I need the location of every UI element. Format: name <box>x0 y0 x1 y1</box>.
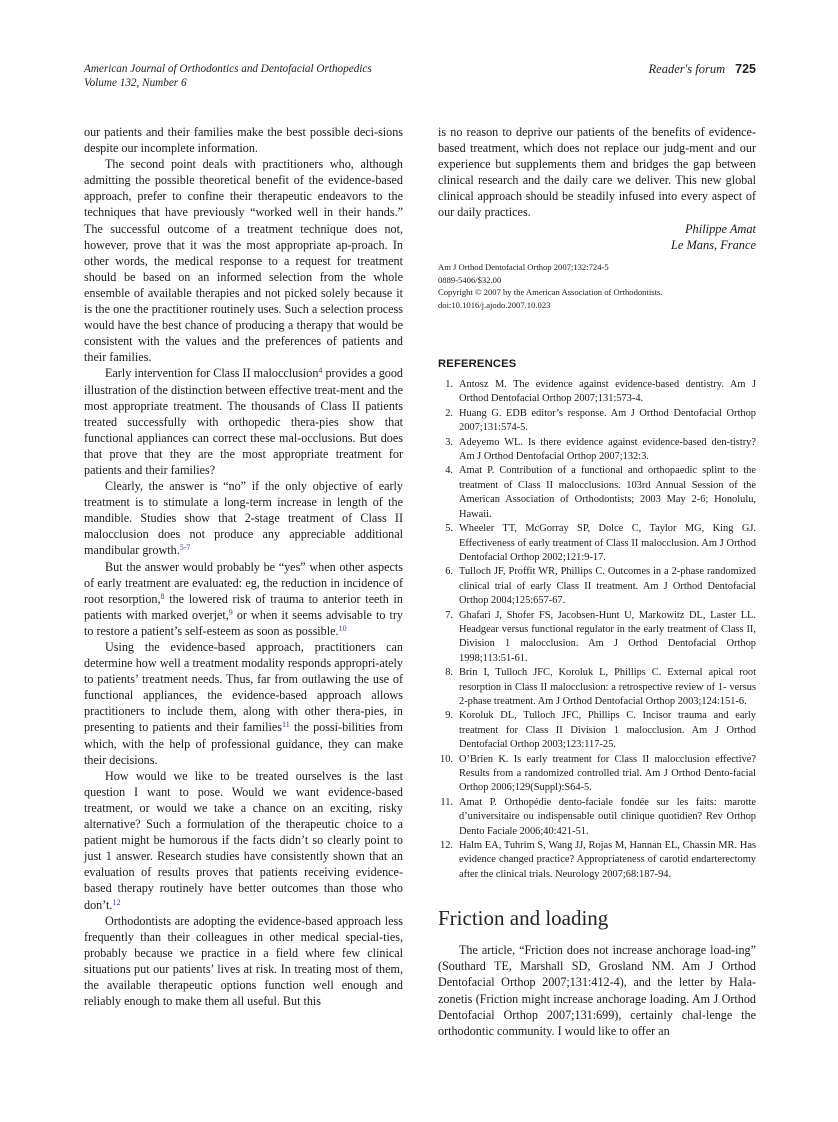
reference-link[interactable]: 10 <box>338 623 347 633</box>
reference-number: 4. <box>445 465 453 477</box>
reference-text: Huang G. EDB editor’s response. Am J Orthod Dentofacial Orthop 2007;131:574-5. <box>459 407 756 434</box>
paragraph <box>84 768 403 913</box>
reference-number: 11. <box>440 796 453 808</box>
reference-item <box>438 436 756 465</box>
paragraph-text: the possi-bilities from which, with the help of professional guidance, they can make their decisions. <box>84 720 403 767</box>
reference-number: 3. <box>445 436 453 448</box>
reference-text: Tulloch JF, Proffit WR, Phillips C. Outcomes in a 2-phase randomized clinical trial of early Class II treatment. Am J Orthod Dentofacial Orthop 2004;125:657-67. <box>459 566 756 607</box>
paragraph-text: Early intervention for Class II malocclusion <box>105 366 319 381</box>
reference-number: 8. <box>445 667 453 679</box>
reference-number: 1. <box>445 379 453 391</box>
paragraph-text: But the answer would probably be “yes” when other aspects of early treatment are evaluated: eg, the reduction in incidence of root resorption, <box>84 559 403 606</box>
journal-title: American Journal of Orthodontics and Dentofacial Orthopedics <box>84 63 372 75</box>
paragraph-text: the lowered risk of trauma to anterior teeth in patients with marked overjet, <box>84 591 404 622</box>
reference-link[interactable]: 4 <box>318 366 323 376</box>
citation-journal: Am J Orthod Dentofacial Orthop 2007;132:724-5 <box>438 261 609 272</box>
paragraph: Orthodontists are adopting the evidence-based approach less frequently than their colleagues in other medical special-ties, probably because we practice in a field where few clinical situations put our patients’ lives at risk. In treating most of them, the available therapeutic options function well enough and reliably enough to make them all useful. But this <box>84 913 403 1009</box>
reference-number: 12. <box>440 840 453 852</box>
paragraph-text: Using the evidence-based approach, practitioners can determine how well a treatment modality responds appropri-ately to patients’ treatment needs. Thus, far from outlawing the use of functional appliances, the evidence-based approach allows practitioners to include them, along with other thera-pies, in presenting to patients and their families <box>84 640 403 735</box>
reference-text: Halm EA, Tuhrim S, Wang JJ, Rojas M, Hannan EL, Chassin MR. Has evidence changed practice? Appropriateness of carotid endarterectomy after the clinical trials. Neurology 2007;68:187-94. <box>459 840 756 880</box>
reference-text: Ghafari J, Shofer FS, Jacobsen-Hunt U, Markowitz DL, Laster LL. Headgear versus functional regulator in the early treatment of Class II, Division 1 malocclusion. Am J Orthod Dentofacial Orthop 1998;113:51-61. <box>459 609 756 664</box>
paragraph: The second point deals with practitioners who, although admitting the possible theoretical benefit of the evidence-based approach, prefer to confine their therapeutic endeavors to the techniques that have previously “worked well in their hands.” The successful outcome of a treatment technique does not, however, prove that it was the most appropriate ap-proach. In other words, the medical response to a request for treatment should be based on an informed selection from the whole ensemble of available therapies and not picked solely because it is the one the practitioner routinely uses. Such a selection process would have the best chance of producing a therapy that would be consistent with the values and the preferences of patients and their families. <box>84 157 403 365</box>
reference-text: Antosz M. The evidence against evidence-based dentistry. Am J Orthod Dentofacial Orthop 2007;131:573-4. <box>459 379 756 405</box>
reference-item <box>438 565 756 608</box>
reference-text: Koroluk DL, Tulloch JFC, Phillips C. Incisor trauma and early treatment for Class II Division 1 malocclusion. Am J Orthod Dentofacial Orthop 2003;123:117-25. <box>459 710 756 751</box>
reference-item <box>438 609 756 667</box>
reference-text: O’Brien K. Is early treatment for Class II malocclusion effective? Results from a randomized controlled trial. Am J Orthod Dento-facial Orthop 2006;129(Suppl):S64-5. <box>459 753 756 794</box>
reference-item <box>438 753 756 796</box>
reference-text: Adeyemo WL. Is there evidence against evidence-based den-tistry? Am J Orthod Dentofacial Orthop 2007;132:3. <box>459 436 756 463</box>
paragraph: our patients and their families make the best possible deci-sions despite our incomplete information. <box>84 125 403 156</box>
paragraph-text: How would we like to be treated ourselves is the last question I want to pose. Would we want evidence-based treatment, or would we take a chance on an exciting, risky alternative? Such a formulation of the therapeutic choice to a patient might be humorous if the facts didn’t so clearly point to just 1 answer. Research studies have consistently shown that an evaluation of results proves that patients receiving evidence-based therapy routinely have better outcomes than those who don’t. <box>84 768 403 912</box>
section-name: Reader's forum <box>648 62 726 76</box>
reference-link[interactable]: 11 <box>282 720 290 730</box>
page-number: 725 <box>735 62 756 76</box>
references-list <box>438 378 756 882</box>
reference-item <box>438 666 756 709</box>
paragraph <box>84 478 403 558</box>
paragraph-text: or when it seems advisable to try to restore a patient’s self-esteem as soon as possible. <box>84 607 403 638</box>
paragraph: is no reason to deprive our patients of the benefits of evidence-based treatment, which does not replace our judg-ment and our experience but supplements them and bridges the gap between clinical research and the daily care we deliver. This new global clinical approach should be steadily infused into every aspect of our daily practices. <box>438 125 756 220</box>
reference-item <box>438 407 756 436</box>
reference-number: 2. <box>445 407 453 419</box>
section-info <box>649 62 756 76</box>
reference-item <box>438 839 756 882</box>
reference-link[interactable]: 5-7 <box>179 543 191 553</box>
citation-block <box>438 261 756 312</box>
paragraph: The article, “Friction does not increase anchorage load-ing” (Southard TE, Marshall SD, Grosland NM. Am J Orthod Dentofacial Orthop 2007;131:412-4), and the letter by Hala-zonetis (Friction might increase anchorage loading. Am J Orthod Dentofacial Orthop 2007;131:699), certainly chal-lenge the orthodontic community. I would like to offer an <box>438 943 756 1038</box>
reference-number: 10. <box>440 753 453 765</box>
reference-link[interactable]: 8 <box>160 591 165 601</box>
citation-issn: 0889-5406/$32.00 <box>438 274 502 285</box>
paragraph-text: provides a good illustration of the distinction between effective treat-ment and the most appropriate treatment. The thousands of Class II patients treated successfully with orthopedic thera-pies show that functional appliances can correct these mal-occlusions. But does that prove that they are the most appropriate treatment for patients and their families? <box>84 366 404 477</box>
references-heading: REFERENCES <box>438 357 517 370</box>
paragraph-text: Clearly, the answer is “no” if the only objective of early treatment is to stimulate a long-term increase in length of the mandible. Studies show that 2-stage treatment of Class II malocclusion does not produce any appreciable additional mandibular growth. <box>84 479 403 558</box>
journal-volume: Volume 132, Number 6 <box>84 77 187 89</box>
paragraph <box>84 559 403 639</box>
citation-doi[interactable]: doi:10.1016/j.ajodo.2007.10.023 <box>438 300 551 311</box>
reference-item <box>438 522 756 565</box>
reference-number: 5. <box>445 523 453 535</box>
reference-number: 6. <box>445 566 453 578</box>
paragraph <box>84 365 403 478</box>
reference-text: Amat P. Orthopédie dento-faciale fondée sur les faits: marotte d’universitaire ou indispensable outil clinique quotidien? Rev Orthop Dento Faciale 2006;40:421-51. <box>459 796 756 837</box>
reference-item <box>438 378 756 407</box>
reference-item <box>438 464 756 522</box>
reference-item <box>438 796 756 839</box>
right-column <box>438 124 756 1039</box>
reference-link[interactable]: 9 <box>228 607 233 617</box>
reference-text: Wheeler TT, McGorray SP, Dolce C, Taylor MG, King GJ. Effectiveness of early treatment of Class II malocclusion. Am J Orthod Dentofacial Orthop 2002;121:9-17. <box>459 523 756 563</box>
reference-number: 7. <box>445 609 453 621</box>
paragraph <box>84 639 403 768</box>
section-title: Friction and loading <box>438 906 609 931</box>
author-location: Le Mans, France <box>671 237 756 252</box>
reference-link[interactable]: 12 <box>112 897 121 907</box>
reference-item <box>438 709 756 752</box>
reference-text: Brin I, Tulloch JFC, Koroluk L, Phillips C. External apical root resorption in Class II malocclusion: a retrospective review of 1- versus 2-phase treatment. Am J Orthod Dentofacial Orthop 2003;124:151-6. <box>459 667 756 707</box>
author-name: Philippe Amat <box>684 221 756 236</box>
journal-info <box>84 62 372 90</box>
reference-number: 9. <box>445 710 453 722</box>
reference-text: Amat P. Contribution of a functional and orthopaedic splint to the treatment of Class II malocclusions. 103rd Annual Session of the American Association of Orthodontists; 2003 May 2-6; Honolulu, Hawaii. <box>459 465 756 520</box>
left-column <box>84 124 403 1009</box>
citation-copyright: Copyright © 2007 by the American Association of Orthodontists. <box>438 287 663 298</box>
